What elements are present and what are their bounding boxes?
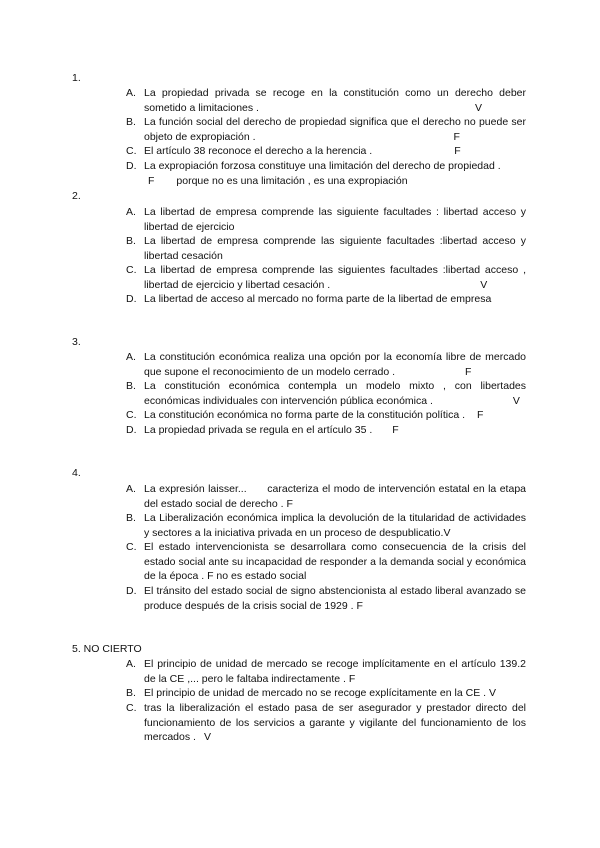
answer-mark: F (148, 174, 155, 187)
option-label: B. (126, 512, 136, 524)
option-text: La expresión laisser... caracteriza el modo de intervención estatal en la etapa del estado social de derecho . (144, 483, 529, 510)
question-4-number: 4. (72, 467, 81, 479)
option-text: La libertad de empresa comprende las siguientes facultades :libertad acceso , libertad de ejercicio y libertad cesación . (144, 264, 526, 291)
q5-option-c (126, 701, 526, 745)
q1-option-b (126, 115, 526, 144)
option-label: A. (126, 483, 136, 495)
q3-option-c (126, 408, 526, 423)
question-2-number: 2. (72, 190, 81, 202)
answer-mark: F (356, 599, 363, 612)
option-text: La función social del derecho de propiedad significa que el derecho no puede ser objeto de expropiación . (144, 116, 526, 143)
answer-mark: F (348, 672, 356, 685)
option-text: La Liberalización económica implica la devolución de la titularidad de actividades y sectores a la iniciativa privada en un proceso de despublicatio. (144, 512, 526, 539)
option-text: El artículo 38 reconoce el derecho a la herencia . (144, 145, 373, 157)
q3-option-b (126, 379, 526, 408)
option-text: El tránsito del estado social de signo abstencionista al estado liberal avanzado se produce después de la crisis social de 1929 . (144, 585, 526, 612)
answer-note: porque no es una limitación , es una expropiación (176, 174, 408, 187)
question-1-number: 1. (72, 72, 81, 84)
answer-mark: V (443, 526, 451, 539)
option-text: La libertad de acceso al mercado no forma parte de la libertad de empresa (144, 293, 492, 305)
q5-option-a (126, 657, 526, 686)
option-text: El estado intervencionista se desarrollara como consecuencia de la crisis del estado social ante su incapacidad de responder a la demanda social y económica de la época . (144, 541, 526, 582)
option-label: B. (126, 235, 136, 247)
q4-option-c (126, 540, 526, 584)
q1-option-c (126, 144, 526, 159)
option-label: A. (126, 658, 136, 670)
q4-option-b (126, 511, 526, 540)
q3-option-d (126, 423, 526, 438)
option-text: La propiedad privada se regula en el artículo 35 . (144, 424, 373, 436)
option-label: A. (126, 351, 136, 363)
option-text: El principio de unidad de mercado no se recoge explícitamente en la CE . (144, 687, 487, 699)
option-text: La libertad de empresa comprende las siguiente facultades : libertad acceso y libertad de ejercicio (144, 206, 526, 233)
answer-mark: F (453, 130, 460, 143)
option-label: D. (126, 585, 137, 597)
option-text: La libertad de empresa comprende las siguiente facultades :libertad acceso y libertad cesación (144, 235, 526, 262)
option-label: A. (126, 206, 136, 218)
answer-mark: F (465, 365, 472, 378)
answer-mark: F (477, 409, 484, 421)
answer-mark: F (392, 424, 399, 436)
q4-option-a (126, 482, 529, 511)
answer-mark: F (286, 497, 293, 510)
question-5-number: 5. NO CIERTO (72, 643, 142, 655)
answer-mark: V (203, 731, 211, 743)
answer-mark: V (480, 278, 488, 291)
option-label: D. (126, 293, 137, 305)
option-label: B. (126, 116, 136, 128)
option-label: C. (126, 145, 137, 157)
option-label: B. (126, 380, 136, 392)
option-text: El principio de unidad de mercado se recoge implícitamente en el artículo 139.2 de la CE ,... pero le faltaba indirectamente . (144, 658, 526, 685)
q3-option-a (126, 350, 526, 379)
option-label: B. (126, 687, 136, 699)
answer-mark: V (512, 394, 520, 407)
q4-option-d (126, 584, 526, 613)
option-label: C. (126, 541, 137, 553)
answer-mark: V (488, 687, 496, 699)
option-text: La expropiación forzosa constituye una limitación del derecho de propiedad . (144, 160, 501, 172)
q2-option-c (126, 263, 526, 292)
option-label: C. (126, 409, 137, 421)
option-text: tras la liberalización el estado pasa de ser asegurador y prestador directo del funcionamiento de los servicios a garante y vigilante del funcionamiento de los mercados . (144, 702, 526, 743)
q2-option-d (126, 292, 526, 307)
option-label: D. (126, 424, 137, 436)
option-text: La propiedad privada se recoge en la constitución como un derecho deber sometido a limitaciones . (144, 87, 526, 114)
answer-mark: V (474, 101, 482, 114)
answer-mark: F (454, 145, 461, 157)
q2-option-a (126, 205, 526, 234)
option-text: La constitución económica contempla un modelo mixto , con libertades económicas individuales con intervención pública económica . (144, 380, 526, 407)
option-text: La constitución económica no forma parte de la constitución política . (144, 409, 466, 421)
question-3-number: 3. (72, 336, 81, 348)
option-label: A. (126, 87, 136, 99)
option-label: C. (126, 702, 137, 714)
option-text: La constitución económica realiza una opción por la economía libre de mercado que supone el reconocimiento de un modelo cerrado . (144, 351, 526, 378)
option-label: C. (126, 264, 137, 276)
option-label: D. (126, 160, 137, 172)
q1-option-a (126, 86, 526, 115)
q5-option-b (126, 686, 526, 701)
q2-option-b (126, 234, 526, 263)
answer-mark: F no es estado social (207, 570, 307, 582)
q1-option-d (126, 159, 526, 188)
